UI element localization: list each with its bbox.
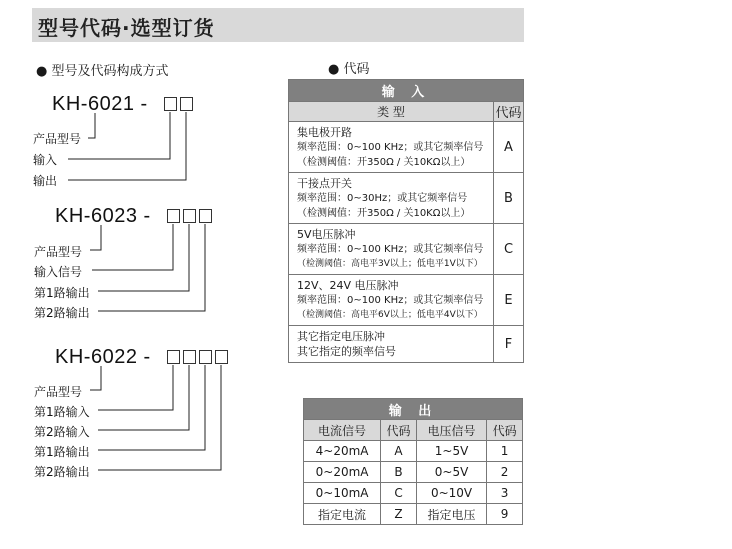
input-code-cell: F	[494, 326, 524, 363]
input-type-cell: 12V、24V 电压脉冲 频率范围：0~100 KHz；或其它频率信号 （检测阈值：高电平6V以上；低电平4V以下）	[289, 275, 494, 326]
output-cell: 0~10V	[416, 483, 486, 504]
output-cell: 1	[487, 441, 523, 462]
code-box	[164, 97, 177, 111]
page-title: 型号代码·选型订货	[38, 16, 215, 40]
table-row	[304, 483, 523, 504]
connector-line	[98, 365, 205, 450]
output-cell: B	[381, 462, 417, 483]
output-cell: 指定电流	[304, 504, 381, 525]
right-heading: ● 代码	[328, 62, 370, 77]
table-row	[304, 504, 523, 525]
code-box	[199, 350, 212, 364]
input-code-cell: B	[494, 173, 524, 224]
connector-line	[92, 224, 173, 270]
model-label: 输出	[33, 174, 58, 188]
model-label: 第1路输出	[34, 286, 90, 300]
left-heading: ● 型号及代码构成方式	[36, 64, 169, 79]
code-box	[167, 350, 180, 364]
output-cell: 9	[487, 504, 523, 525]
connector-line	[98, 365, 189, 430]
input-code-cell: A	[494, 122, 524, 173]
output-cell: 指定电压	[416, 504, 486, 525]
table-row	[289, 122, 524, 173]
input-type-cell: 集电极开路 频率范围：0~100 KHz；或其它频率信号 （检测阈值：开350Ω / 关10KΩ以上）	[289, 122, 494, 173]
connector-line	[98, 224, 205, 311]
table-row	[289, 326, 524, 363]
input-col-type: 类 型	[289, 102, 494, 122]
table-row	[289, 173, 524, 224]
output-col-header: 电流信号	[304, 420, 381, 441]
table-row	[304, 441, 523, 462]
model-label: 第1路输出	[34, 445, 90, 459]
input-code-cell: E	[494, 275, 524, 326]
table-row	[289, 275, 524, 326]
model-prefix-6021: KH-6021 -	[52, 93, 148, 115]
table-row	[304, 462, 523, 483]
model-label: 第2路输出	[34, 465, 90, 479]
connector-line	[98, 224, 189, 291]
output-cell: Z	[381, 504, 417, 525]
model-label: 产品型号	[34, 385, 83, 399]
output-col-header: 电压信号	[416, 420, 486, 441]
input-type-cell: 其它指定电压脉冲 其它指定的频率信号	[289, 326, 494, 363]
connector-line	[68, 112, 186, 180]
output-cell: 0~5V	[416, 462, 486, 483]
model-label: 输入	[33, 153, 58, 167]
code-box	[180, 97, 193, 111]
output-cell: 1~5V	[416, 441, 486, 462]
input-type-cell: 5V电压脉冲 频率范围：0~100 KHz；或其它频率信号 （检测阈值：高电平3V以上；低电平1V以下）	[289, 224, 494, 275]
connector-line	[68, 112, 170, 159]
output-col-header: 代码	[487, 420, 523, 441]
code-box	[167, 209, 180, 223]
input-code-table	[288, 79, 524, 363]
model-label: 输入信号	[34, 265, 83, 279]
input-table-title: 输 入	[289, 80, 524, 102]
output-cell: 2	[487, 462, 523, 483]
model-label: 产品型号	[33, 132, 82, 146]
model-label: 产品型号	[34, 245, 83, 259]
output-cell: 3	[487, 483, 523, 504]
output-cell: C	[381, 483, 417, 504]
connector-line	[98, 365, 221, 470]
output-col-header: 代码	[381, 420, 417, 441]
connector-line	[88, 113, 95, 138]
input-type-cell: 干接点开关 频率范围：0~30Hz；或其它频率信号 （检测阈值：开350Ω / 关10KΩ以上）	[289, 173, 494, 224]
output-table-title: 输 出	[304, 399, 523, 420]
model-label: 第1路输入	[34, 405, 90, 419]
output-code-table	[303, 398, 523, 525]
table-row	[289, 224, 524, 275]
input-col-code: 代码	[494, 102, 524, 122]
connector-line	[90, 225, 101, 250]
code-box	[183, 350, 196, 364]
code-box	[183, 209, 196, 223]
connector-line	[98, 365, 173, 410]
code-box	[215, 350, 228, 364]
connector-line	[90, 366, 101, 390]
output-cell: 0~10mA	[304, 483, 381, 504]
output-cell: 0~20mA	[304, 462, 381, 483]
code-box	[199, 209, 212, 223]
output-cell: 4~20mA	[304, 441, 381, 462]
model-prefix-6023: KH-6023 -	[55, 205, 151, 227]
output-cell: A	[381, 441, 417, 462]
model-label: 第2路输出	[34, 306, 90, 320]
model-prefix-6022: KH-6022 -	[55, 346, 151, 368]
model-label: 第2路输入	[34, 425, 90, 439]
input-code-cell: C	[494, 224, 524, 275]
